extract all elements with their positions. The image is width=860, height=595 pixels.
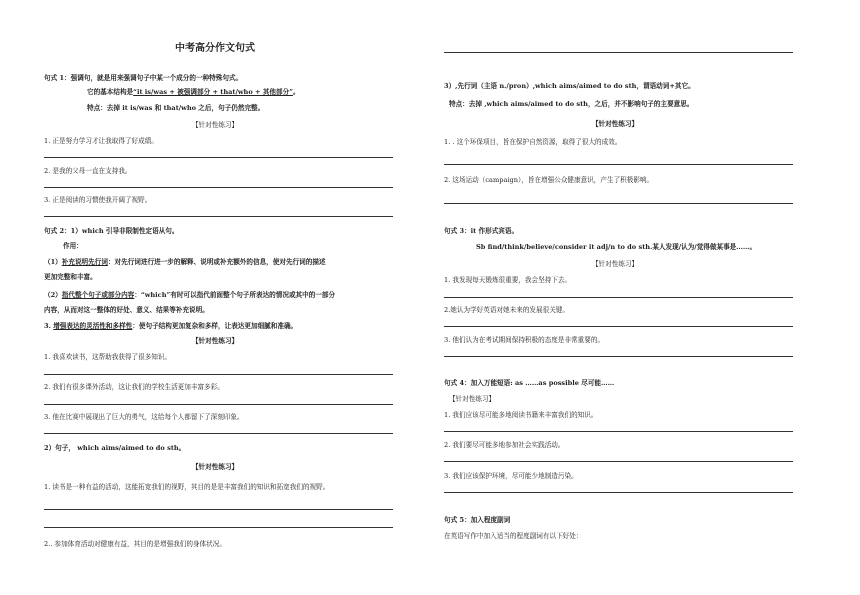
s1-question-3: 3. 正是阅读的习惯使我开阔了视野。 (44, 196, 152, 204)
s2-heading: 句式 2：1）which 引导非限制性定语从句。 (44, 227, 179, 235)
s3-question-1: 1. . 这个环保项目，旨在保护自然资源，取得了很大的成效。 (444, 138, 622, 146)
s4-question-2: 2.她认为学好英语对她未来的发展很关键。 (444, 306, 569, 314)
s5-question-1: 1. 我们应该尽可能多地阅读书籍来丰富我们的知识。 (444, 411, 598, 419)
answer-line[interactable] (444, 431, 793, 432)
s2-point-1 (44, 258, 326, 267)
s1-question-2: 2. 是我的父母一直在支持我。 (44, 167, 132, 175)
s2-point-1-text: ：对先行词进行进一步的解释、说明或补充额外的信息，使对先行词的描述 (107, 258, 326, 266)
answer-line[interactable] (444, 356, 793, 357)
s1-structure-prefix: 它的基本结构是 (87, 88, 134, 96)
s2-role-label: 作用： (63, 242, 83, 250)
s2-point-3-key: 增强表达的灵活性和多样性 (53, 322, 133, 330)
answer-line[interactable] (44, 157, 393, 158)
answer-line[interactable] (44, 216, 393, 217)
s2-point-2-num: （2） (44, 291, 62, 299)
s6-body: 在英语写作中加入适当的程度副词有以下好处： (444, 532, 583, 540)
s2-question-3: 3. 他在比赛中展现出了巨大的勇气，这给每个人都留下了深刻印象。 (44, 413, 244, 421)
s2-point-1-cont: 更加完整和丰富。 (44, 273, 97, 281)
s2-question-2: 2. 我们有很多课外活动，这让我们的学校生活更加丰富多彩。 (44, 383, 224, 391)
s1-heading: 句式 1：强调句，就是用来强调句子中某一个成分的一种特殊句式。 (44, 74, 243, 82)
answer-line[interactable] (444, 164, 793, 165)
answer-line[interactable] (44, 527, 393, 528)
s5-question-3: 3. 我们应该保护环境，尽可能少地制造污染。 (444, 472, 578, 480)
s4-formula: Sb find/think/believe/consider it adj/n to do sth.某人发现/认为/觉得做某事是……。 (476, 243, 757, 251)
answer-line[interactable] (44, 509, 393, 510)
s1-feature: 特点：去掉 it is/was 和 that/who 之后，句子仍然完整。 (87, 104, 265, 112)
s2b-question-1: 1. 读书是一种有益的活动，这能拓宽我们的视野，其目的是是丰富我们的知识和拓宽我们的视野。 (44, 483, 330, 491)
s2-point-2-text: ：“which”有时可以指代前面整个句子所表达的情况或其中的一部分 (134, 291, 336, 299)
answer-line[interactable] (444, 492, 793, 493)
s1-question-1: 1. 正是努力学习才让我取得了好成绩。 (44, 137, 158, 145)
answer-line[interactable] (44, 187, 393, 188)
s3-heading: 3）,先行词（主语 n./pron）,which aims/aimed to do sth，谓语动词+其它。 (444, 82, 695, 90)
practice-label: 【针对性练习】 (449, 395, 496, 403)
s2-point-1-num: （1） (44, 258, 62, 266)
s3-feature: 特点：去掉 ,which aims/aimed to do sth，之后，并不影响句子的主要意思。 (449, 100, 694, 108)
practice-label: 【针对性练习】 (592, 120, 639, 128)
s2-point-3 (44, 322, 297, 331)
s6-heading: 句式 5：加入程度副词 (444, 516, 511, 524)
answer-line[interactable] (444, 326, 793, 327)
s1-structure-suffix: 。 (293, 88, 300, 96)
s2-point-2-key: 指代整个句子或部分内容 (61, 291, 135, 299)
practice-label: 【针对性练习】 (592, 260, 639, 268)
s1-structure (87, 88, 300, 97)
answer-line[interactable] (44, 433, 393, 434)
s2-point-2 (44, 291, 335, 300)
s2-point-3-text: ：使句子结构更加复杂和多样，让表达更加细腻和准确。 (132, 322, 298, 330)
s4-heading: 句式 3：it 作形式宾语。 (444, 227, 519, 235)
answer-line[interactable] (44, 404, 393, 405)
s2-question-1: 1. 我喜欢读书，这帮助我获得了很多知识。 (44, 353, 172, 361)
s5-question-2: 2. 我们要尽可能多地参加社会实践活动。 (444, 441, 565, 449)
answer-line[interactable] (44, 374, 393, 375)
s4-question-3: 3. 他们认为在考试期间保持积极的态度是非常重要的。 (444, 336, 605, 344)
s3-question-2: 2. 这场运动（campaign），旨在增强公众健康意识，产生了积极影响。 (444, 176, 654, 184)
page-title: 中考高分作文句式 (175, 43, 255, 54)
practice-label: 【针对性练习】 (192, 337, 239, 345)
s1-structure-formula: “it is/was + 被强调部分 + that/who + 其他部分” (133, 88, 293, 96)
practice-label: 【针对性练习】 (192, 121, 239, 129)
s2-point-1-key: 补充说明先行词 (61, 258, 108, 266)
answer-line[interactable] (444, 52, 793, 53)
s2b-question-2: 2.. 参加体育活动对健康有益，其目的是增强我们的身体状况。 (44, 540, 226, 548)
s5-heading: 句式 4：加入万能短语: as ……as possible 尽可能…… (444, 379, 615, 387)
s2b-heading: 2）句子， which aims/aimed to do sth。 (44, 444, 186, 452)
answer-line[interactable] (444, 297, 793, 298)
practice-label: 【针对性练习】 (192, 463, 239, 471)
s2-point-2-cont: 内容，从而对这一整体的好处、意义、结果等补充说明。 (44, 306, 209, 314)
answer-line[interactable] (444, 203, 793, 204)
s2-point-3-num: 3. (44, 322, 54, 330)
s4-question-1: 1. 我发现每天锻炼很重要，我会坚持下去。 (444, 276, 572, 284)
answer-line[interactable] (444, 461, 793, 462)
